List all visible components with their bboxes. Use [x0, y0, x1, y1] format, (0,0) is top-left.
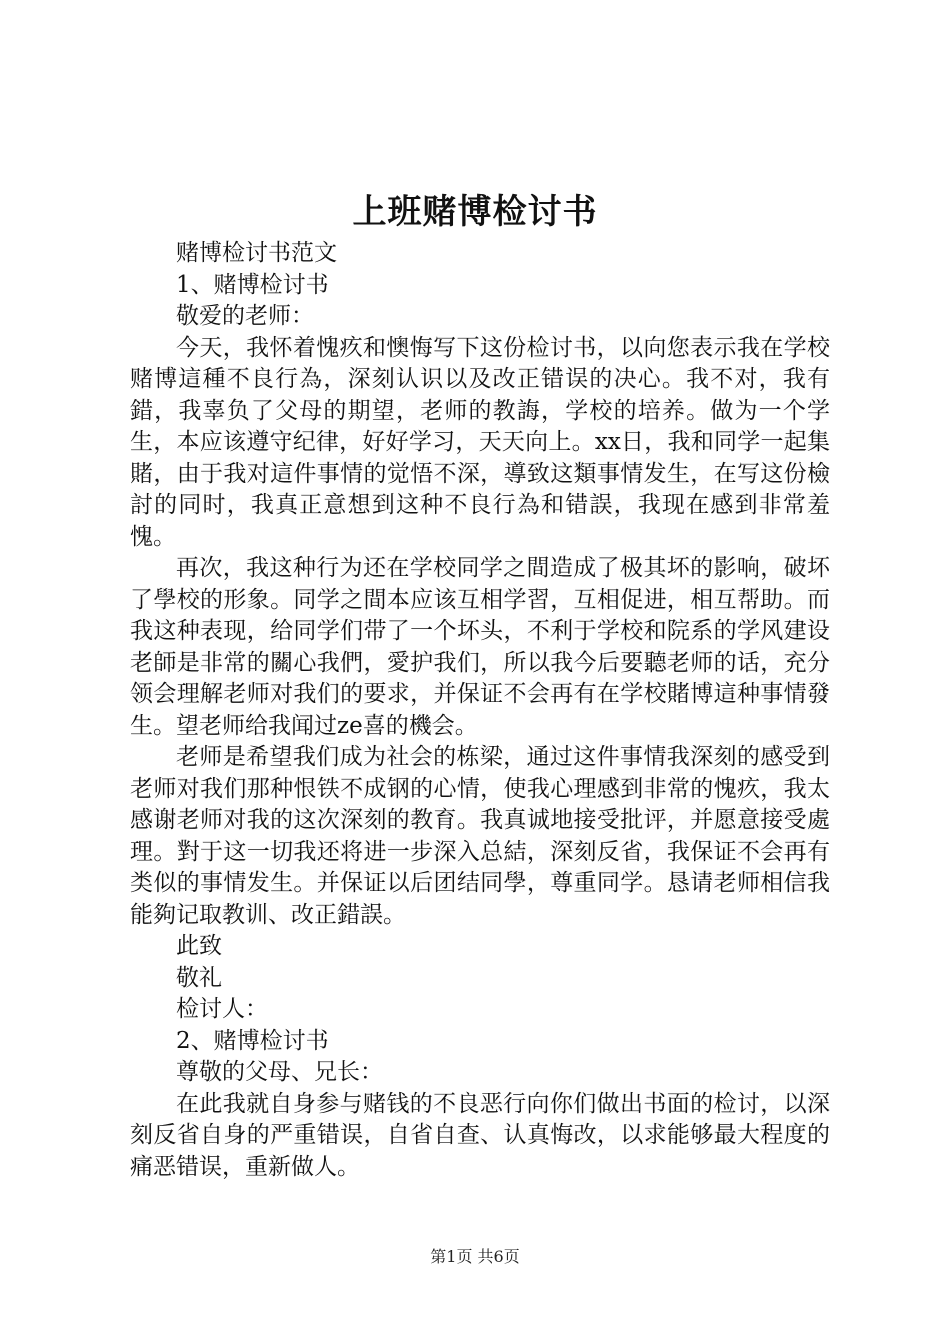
page-number: 第1页 共6页 [430, 1247, 520, 1266]
paragraph: 敬礼 [176, 964, 222, 991]
paragraph: 今天，我怀着愧疚和懊悔写下这份检讨书，以向您表示我在学校赌博這種不良行為，深刻认识以及改正错误的决心。我不对，我有錯，我辜负了父母的期望，老师的教誨，学校的培养。做为一个学生，本应该遵守纪律，好好学习，天天向上。xx日，我和同学一起集賭，由于我对這件事情的觉悟不深，導致这類事情发生，在写这份檢討的同时，我真正意想到这种不良行為和错誤，我现在感到非常羞愧。 [130, 334, 830, 550]
paragraph: 在此我就自身参与赌钱的不良恶行向你们做出书面的检讨，以深刻反省自身的严重错误，自省自查、认真悔改，以求能够最大程度的痛恶错误，重新做人。 [130, 1090, 830, 1180]
paragraph: 敬爱的老师： [176, 303, 314, 329]
paragraph: 赌博检讨书范文 [176, 240, 337, 266]
paragraph: 此致 [176, 933, 222, 959]
paragraph: 尊敬的父母、兄长： [176, 1059, 383, 1085]
paragraph: 老师是希望我们成为社会的栋梁，通过这件事情我深刻的感受到老师对我们那种恨铁不成钢的心情，使我心理感到非常的愧疚，我太感谢老师对我的这次深刻的教育。我真诚地接受批评，并愿意接受處理。對于这一切我还将进一步深入总結，深刻反省，我保证不会再有类似的事情发生。并保证以后团结同學，尊重同学。恳请老师相信我能夠记取教训、改正錯誤。 [130, 744, 830, 928]
paragraph: 2、赌博检讨书 [176, 1027, 329, 1054]
document-body [130, 238, 830, 1183]
paragraph: 检讨人： [176, 996, 268, 1022]
paragraph: 再次，我这种行为还在学校同学之間造成了极其坏的影响，破坏了學校的形象。同学之間本应该互相学習，互相促进，相互帮助。而我这种表现，给同学们带了一个坏头，不利于学校和院系的学风建设老師是非常的關心我們，愛护我们，所以我今后要聽老师的话，充分领会理解老师对我们的要求，并保证不会再有在学校賭博這种事情發生。望老师给我闻过ze喜的機会。 [130, 555, 830, 739]
document-title: 上班赌博检讨书 [352, 192, 598, 232]
paragraph: 1、赌博检讨书 [176, 271, 329, 298]
